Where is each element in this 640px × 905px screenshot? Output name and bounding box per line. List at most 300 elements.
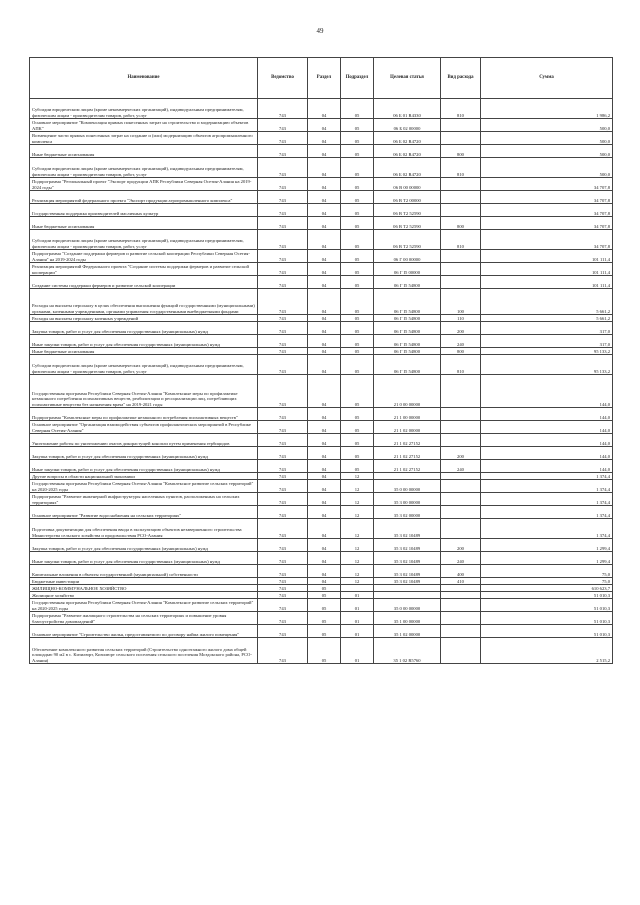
row-subsection: 01	[341, 638, 374, 664]
table-row	[30, 625, 613, 638]
row-amount: 51 010,3	[481, 625, 613, 638]
row-subsection: 12	[341, 578, 374, 585]
row-department: 743	[258, 250, 308, 263]
row-subsection: 05	[341, 119, 374, 132]
row-department: 743	[258, 473, 308, 480]
table-row	[30, 145, 613, 158]
row-name: Государственная программа Республики Северная Осетия-Алания "Комплексные меры по профилактике незаконного потребления психоактивных веществ, реабилитации и ресоциализации лиц, потребляющих психоактивные вещества без назначения врача" на 2019-2021 годы	[30, 375, 258, 408]
row-expense-type: 410	[441, 578, 481, 585]
table-row	[30, 204, 613, 217]
row-expense-type	[441, 519, 481, 539]
row-name: Бюджетные инвестиции	[30, 578, 258, 585]
row-expense-type: 810	[441, 230, 481, 250]
row-name: Уничтожение работы по уничтожению очагов дикорастущей конопли путем применения гербицидов	[30, 434, 258, 447]
row-name: Закупка товаров, работ и услуг для обеспечения государственных (муниципальных) нужд	[30, 447, 258, 460]
row-expense-type	[441, 480, 481, 493]
row-subsection: 05	[341, 132, 374, 145]
row-expense-type: 400	[441, 565, 481, 578]
row-expense-type: 200	[441, 447, 481, 460]
table-row	[30, 322, 613, 335]
row-subsection: 05	[341, 460, 374, 473]
row-subsection: 05	[341, 99, 374, 119]
table-row	[30, 178, 613, 191]
row-department: 743	[258, 434, 308, 447]
row-expense-type	[441, 493, 481, 506]
row-target-article: 35 1 00 00000	[374, 612, 441, 625]
table-row	[30, 592, 613, 599]
row-expense-type: 110	[441, 315, 481, 322]
row-amount: 317,0	[481, 335, 613, 348]
row-subsection: 12	[341, 519, 374, 539]
row-subsection: 05	[341, 375, 374, 408]
row-department: 743	[258, 178, 308, 191]
row-name: Обеспечение комплексного развития сельских территорий (Строительство одноэтажного жилого дома общей площадью 90 м2 в с. Кизилюрт, Кизилюрт сельского поселения сельского поселения Моздокского района, РСО-Алания)	[30, 638, 258, 664]
row-target-article: 35 3 02 00000	[374, 506, 441, 519]
row-department: 743	[258, 315, 308, 322]
row-department: 743	[258, 322, 308, 335]
table-row	[30, 250, 613, 263]
row-expense-type: 200	[441, 322, 481, 335]
row-name: Субсидии юридическим лицам (кроме некоммерческих организаций), индивидуальным предпринимателям, физическим лицам - производителям товаров, работ, услуг	[30, 230, 258, 250]
row-section: 04	[308, 473, 341, 480]
row-department: 743	[258, 276, 308, 289]
table-row	[30, 539, 613, 552]
row-name: Иные бюджетные ассигнования	[30, 217, 258, 230]
column-header-target-article: Целевая статья	[374, 58, 441, 99]
row-name: Основное мероприятие "Компенсация прямых понесенных затрат на строительство и модернизацию объектов АПК"	[30, 119, 258, 132]
row-amount: 5 661,2	[481, 289, 613, 315]
row-amount: 144,0	[481, 447, 613, 460]
row-subsection: 05	[341, 230, 374, 250]
row-subsection: 05	[341, 421, 374, 434]
row-amount: 144,0	[481, 421, 613, 434]
row-amount: 34 707,8	[481, 230, 613, 250]
row-name: Возмещение части прямых понесенных затрат на создание и (или) модернизацию объектов агропромышленного комплекса	[30, 132, 258, 145]
row-target-article: 06 Б 02 R4720	[374, 132, 441, 145]
row-amount: 610 623,7	[481, 585, 613, 592]
table-row	[30, 132, 613, 145]
row-expense-type	[441, 506, 481, 519]
row-target-article: 35 3 00 00000	[374, 493, 441, 506]
row-subsection: 05	[341, 217, 374, 230]
budget-table	[29, 57, 613, 664]
row-amount: 51 010,3	[481, 599, 613, 612]
column-header-amount: Сумма	[481, 58, 613, 99]
row-name: Иные бюджетные ассигнования	[30, 145, 258, 158]
row-department: 743	[258, 625, 308, 638]
table-row	[30, 460, 613, 473]
row-name: Основное мероприятие "Развитие водоснабжения на сельских территориях"	[30, 506, 258, 519]
row-section: 04	[308, 204, 341, 217]
row-amount: 500,0	[481, 119, 613, 132]
row-name: Государственная программа Республики Северная Осетия-Алания "Комплексное развитие сельских территорий" на 2020-2025 годы	[30, 599, 258, 612]
table-row	[30, 493, 613, 506]
row-department: 743	[258, 592, 308, 599]
row-target-article: 21 1 02 27152	[374, 434, 441, 447]
row-subsection: 05	[341, 322, 374, 335]
row-target-article: 35 3 02 10489	[374, 552, 441, 565]
row-subsection: 05	[341, 263, 374, 276]
row-target-article: 35 3 02 10489	[374, 519, 441, 539]
row-section: 04	[308, 132, 341, 145]
row-name: Иные закупки товаров, работ и услуг для обеспечения государственных (муниципальных) нужд	[30, 552, 258, 565]
row-subsection: 12	[341, 473, 374, 480]
row-name: Закупка товаров, работ и услуг для обеспечения государственных (муниципальных) нужд	[30, 322, 258, 335]
row-department: 743	[258, 565, 308, 578]
row-target-article: 06 Г I5 54800	[374, 276, 441, 289]
row-target-article: 35 3 02 10489	[374, 565, 441, 578]
table-row	[30, 119, 613, 132]
row-section: 04	[308, 408, 341, 421]
row-subsection: 05	[341, 191, 374, 204]
row-expense-type: 240	[441, 335, 481, 348]
table-row	[30, 434, 613, 447]
row-name: Субсидии юридическим лицам (кроме некоммерческих организаций), индивидуальным предпринимателям, физическим лицам - производителям товаров, работ, услуг	[30, 355, 258, 375]
row-section: 04	[308, 447, 341, 460]
row-subsection: 12	[341, 539, 374, 552]
row-section: 04	[308, 506, 341, 519]
row-amount: 1 374,4	[481, 473, 613, 480]
row-section: 04	[308, 99, 341, 119]
row-target-article: 06 Г I5 00000	[374, 263, 441, 276]
table-row	[30, 158, 613, 178]
row-name: Подпрограмма "Развитие инженерной инфраструктуры населенных пунктов, расположенных на сельских территориях"	[30, 493, 258, 506]
column-header-department: Ведомство	[258, 58, 308, 99]
row-expense-type	[441, 599, 481, 612]
row-department: 743	[258, 119, 308, 132]
row-expense-type	[441, 421, 481, 434]
column-header-section: Раздел	[308, 58, 341, 99]
row-subsection: 12	[341, 565, 374, 578]
row-expense-type	[441, 178, 481, 191]
row-amount: 500,0	[481, 158, 613, 178]
table-row	[30, 638, 613, 664]
row-target-article: 21 1 02 00000	[374, 421, 441, 434]
row-amount: 5 661,2	[481, 315, 613, 322]
row-subsection: 05	[341, 434, 374, 447]
row-name: Закупка товаров, работ и услуг для обеспечения государственных (муниципальных) нужд	[30, 539, 258, 552]
table-row	[30, 578, 613, 585]
row-department: 743	[258, 539, 308, 552]
table-row	[30, 191, 613, 204]
table-row	[30, 263, 613, 276]
row-expense-type: 240	[441, 552, 481, 565]
row-name: Реализация мероприятий федерального проекта "Экспорт продукции агропромышленного комплекса"	[30, 191, 258, 204]
row-amount: 51 010,3	[481, 592, 613, 599]
row-amount: 95 133,2	[481, 348, 613, 355]
row-department: 743	[258, 519, 308, 539]
row-name: Подпрограмма "Создание поддержки фермеров и развитие сельской кооперации Республики Северная Осетия-Алания" на 2019-2024 годы	[30, 250, 258, 263]
table-row	[30, 612, 613, 625]
row-name: Реализация мероприятий Федерального проекта "Создание системы поддержки фермеров и развитие сельской кооперации"	[30, 263, 258, 276]
row-department: 743	[258, 217, 308, 230]
row-section: 04	[308, 158, 341, 178]
row-section: 04	[308, 276, 341, 289]
row-expense-type	[441, 434, 481, 447]
row-department: 743	[258, 506, 308, 519]
row-target-article	[374, 585, 441, 592]
row-expense-type: 240	[441, 460, 481, 473]
row-target-article: 06 Г I5 54800	[374, 348, 441, 355]
row-subsection: 01	[341, 625, 374, 638]
row-section: 04	[308, 322, 341, 335]
row-expense-type: 810	[441, 355, 481, 375]
table-row	[30, 230, 613, 250]
row-expense-type: 100	[441, 289, 481, 315]
row-expense-type	[441, 191, 481, 204]
row-target-article: 06 Г I5 54800	[374, 322, 441, 335]
table-body	[30, 99, 613, 664]
row-department: 743	[258, 493, 308, 506]
row-target-article: 21 1 02 27152	[374, 447, 441, 460]
row-subsection: 05	[341, 178, 374, 191]
row-expense-type: 800	[441, 145, 481, 158]
row-name: Расходы на выплаты персоналу в целях обеспечения выполнения функций государственными (муниципальными) органами, казенными учреждениями, органами управления государственными внебюджетными фондами	[30, 289, 258, 315]
row-department: 743	[258, 191, 308, 204]
row-subsection: 05	[341, 276, 374, 289]
row-expense-type	[441, 132, 481, 145]
row-section: 04	[308, 565, 341, 578]
row-subsection: 05	[341, 335, 374, 348]
row-amount: 144,0	[481, 434, 613, 447]
row-amount: 34 707,8	[481, 217, 613, 230]
row-name: Основное мероприятие "Организация взаимодействия субъектов профилактических мероприятий в Республике Северная Осетия-Алания"	[30, 421, 258, 434]
row-section: 04	[308, 289, 341, 315]
row-amount: 500,0	[481, 132, 613, 145]
row-subsection: 05	[341, 204, 374, 217]
row-amount: 1 374,4	[481, 493, 613, 506]
row-expense-type	[441, 263, 481, 276]
row-department: 743	[258, 348, 308, 355]
row-subsection: 05	[341, 145, 374, 158]
table-row	[30, 447, 613, 460]
row-amount: 500,0	[481, 145, 613, 158]
row-name: Субсидии юридическим лицам (кроме некоммерческих организаций), индивидуальным предпринимателям, физическим лицам - производителям товаров, работ, услуг	[30, 99, 258, 119]
table-row	[30, 355, 613, 375]
row-amount: 101 111,4	[481, 263, 613, 276]
row-target-article: 06 Б 02 00000	[374, 119, 441, 132]
row-expense-type: 800	[441, 348, 481, 355]
row-section: 04	[308, 539, 341, 552]
row-expense-type: 200	[441, 539, 481, 552]
table-header-row	[30, 58, 613, 99]
page-number: 49	[316, 27, 324, 35]
row-section: 05	[308, 585, 341, 592]
row-department: 743	[258, 480, 308, 493]
row-expense-type	[441, 250, 481, 263]
row-expense-type: 800	[441, 217, 481, 230]
table-row	[30, 348, 613, 355]
row-section: 04	[308, 375, 341, 408]
row-expense-type: 810	[441, 158, 481, 178]
row-name: Подготовка документации для обеспечения ввода в эксплуатацию объектов незавершенного строительства Министерства сельского хозяйства и продовольствия РСО-Алания	[30, 519, 258, 539]
row-department: 743	[258, 447, 308, 460]
row-section: 04	[308, 145, 341, 158]
row-department: 743	[258, 599, 308, 612]
row-subsection: 01	[341, 592, 374, 599]
row-expense-type	[441, 625, 481, 638]
row-subsection: 01	[341, 612, 374, 625]
column-header-name: Наименование	[30, 58, 258, 99]
row-department: 743	[258, 421, 308, 434]
row-target-article: 35 1 02 R5760	[374, 638, 441, 664]
row-target-article: 06 Б 01 R4330	[374, 99, 441, 119]
column-header-expense-type: Вид расхода	[441, 58, 481, 99]
row-amount: 95 133,2	[481, 355, 613, 375]
row-name: Государственная программа Республики Северная Осетия-Алания "Комплексное развитие сельских территорий" на 2020-2025 годы	[30, 480, 258, 493]
row-amount: 75,0	[481, 578, 613, 585]
row-section: 04	[308, 191, 341, 204]
row-target-article: 06 В T2 52590	[374, 217, 441, 230]
row-target-article: 06 В T2 52590	[374, 204, 441, 217]
table-row	[30, 408, 613, 421]
row-amount: 1 986,2	[481, 99, 613, 119]
row-department: 743	[258, 263, 308, 276]
row-amount: 2 515,2	[481, 638, 613, 664]
table-row	[30, 315, 613, 322]
row-name: Основное мероприятие "Строительство жилья, предоставляемого по договору найма жилого помещения"	[30, 625, 258, 638]
row-expense-type	[441, 204, 481, 217]
row-expense-type	[441, 638, 481, 664]
row-expense-type	[441, 473, 481, 480]
row-expense-type	[441, 612, 481, 625]
table-row	[30, 217, 613, 230]
row-target-article: 06 В 00 00000	[374, 178, 441, 191]
table-row	[30, 335, 613, 348]
row-name: Капитальные вложения в объекты государственной (муниципальной) собственности	[30, 565, 258, 578]
table-row	[30, 519, 613, 539]
column-header-subsection: Подраздел	[341, 58, 374, 99]
row-target-article: 35 3 02 10489	[374, 539, 441, 552]
row-name: Иные бюджетные ассигнования	[30, 348, 258, 355]
row-subsection: 05	[341, 250, 374, 263]
row-name: Подпрограмма "Комплексные меры по профилактике незаконного потребления психоактивных веществ"	[30, 408, 258, 421]
row-subsection: 12	[341, 552, 374, 565]
row-subsection: 05	[341, 315, 374, 322]
row-target-article: 06 Г I5 54800	[374, 355, 441, 375]
row-department: 743	[258, 578, 308, 585]
row-name: Подпрограмма "Региональный проект "Экспорт продукции АПК Республики Северная Осетия-Алания на 2019-2024 годы"	[30, 178, 258, 191]
row-subsection: 12	[341, 506, 374, 519]
row-expense-type	[441, 408, 481, 421]
row-target-article: 06 Б 02 R4720	[374, 145, 441, 158]
row-section: 05	[308, 599, 341, 612]
row-section: 04	[308, 493, 341, 506]
row-department: 743	[258, 289, 308, 315]
row-section: 04	[308, 230, 341, 250]
row-subsection: 05	[341, 447, 374, 460]
row-target-article: 06 Г I5 54800	[374, 335, 441, 348]
row-target-article	[374, 473, 441, 480]
row-name: Подпрограмма "Развитие жилищного строительства на сельских территориях и повышение уровня благоустройства домовладений"	[30, 612, 258, 625]
row-section: 04	[308, 315, 341, 322]
row-name: Другие вопросы в области национальной экономики	[30, 473, 258, 480]
row-department: 743	[258, 99, 308, 119]
row-section: 04	[308, 480, 341, 493]
row-section: 04	[308, 217, 341, 230]
row-subsection: 05	[341, 355, 374, 375]
row-target-article: 21 1 02 27152	[374, 460, 441, 473]
row-section: 04	[308, 355, 341, 375]
table-row	[30, 552, 613, 565]
table-row	[30, 565, 613, 578]
row-section: 04	[308, 519, 341, 539]
row-amount: 75,0	[481, 565, 613, 578]
row-target-article	[374, 592, 441, 599]
row-target-article: 35 0 00 00000	[374, 480, 441, 493]
row-expense-type	[441, 276, 481, 289]
row-section: 04	[308, 263, 341, 276]
row-amount: 1 299,4	[481, 552, 613, 565]
row-section: 04	[308, 460, 341, 473]
row-section: 04	[308, 552, 341, 565]
row-expense-type	[441, 375, 481, 408]
row-name: Государственная поддержка производителей масличных культур	[30, 204, 258, 217]
row-target-article: 06 В T2 00000	[374, 191, 441, 204]
table-row	[30, 480, 613, 493]
row-section: 04	[308, 335, 341, 348]
row-expense-type	[441, 592, 481, 599]
row-department: 743	[258, 355, 308, 375]
row-department: 743	[258, 145, 308, 158]
row-amount: 1 299,4	[481, 539, 613, 552]
row-subsection: 01	[341, 599, 374, 612]
row-section: 04	[308, 178, 341, 191]
row-amount: 144,0	[481, 408, 613, 421]
row-name: Расходы на выплаты персоналу казенных учреждений	[30, 315, 258, 322]
row-amount: 1 374,4	[481, 519, 613, 539]
row-subsection: 12	[341, 480, 374, 493]
table-row	[30, 99, 613, 119]
row-amount: 144,0	[481, 375, 613, 408]
row-department: 743	[258, 335, 308, 348]
table-row	[30, 599, 613, 612]
row-amount: 51 010,3	[481, 612, 613, 625]
row-name: Жилищное хозяйство	[30, 592, 258, 599]
row-section: 04	[308, 434, 341, 447]
row-department: 743	[258, 204, 308, 217]
row-department: 743	[258, 460, 308, 473]
row-section: 04	[308, 421, 341, 434]
row-amount: 101 111,4	[481, 250, 613, 263]
row-amount: 34 707,8	[481, 191, 613, 204]
row-department: 743	[258, 132, 308, 145]
row-expense-type	[441, 585, 481, 592]
row-amount: 34 707,8	[481, 178, 613, 191]
row-target-article: 06 Г I5 54800	[374, 289, 441, 315]
row-target-article: 06 В T2 52590	[374, 230, 441, 250]
row-subsection: 12	[341, 493, 374, 506]
row-subsection	[341, 585, 374, 592]
row-subsection: 05	[341, 408, 374, 421]
row-section: 04	[308, 119, 341, 132]
row-amount: 317,0	[481, 322, 613, 335]
row-department: 743	[258, 375, 308, 408]
row-target-article: 06 Г I5 54800	[374, 315, 441, 322]
table-row	[30, 585, 613, 592]
row-name: Субсидии юридическим лицам (кроме некоммерческих организаций), индивидуальным предпринимателям, физическим лицам - производителям товаров, работ, услуг	[30, 158, 258, 178]
row-name: Иные закупки товаров, работ и услуг для обеспечения государственных (муниципальных) нужд	[30, 335, 258, 348]
row-name: ЖИЛИЩНО-КОММУНАЛЬНОЕ ХОЗЯЙСТВО	[30, 585, 258, 592]
row-subsection: 05	[341, 348, 374, 355]
table-row	[30, 276, 613, 289]
row-department: 743	[258, 585, 308, 592]
table-row	[30, 473, 613, 480]
table-row	[30, 289, 613, 315]
row-department: 743	[258, 408, 308, 421]
row-section: 05	[308, 625, 341, 638]
row-amount: 34 707,8	[481, 204, 613, 217]
